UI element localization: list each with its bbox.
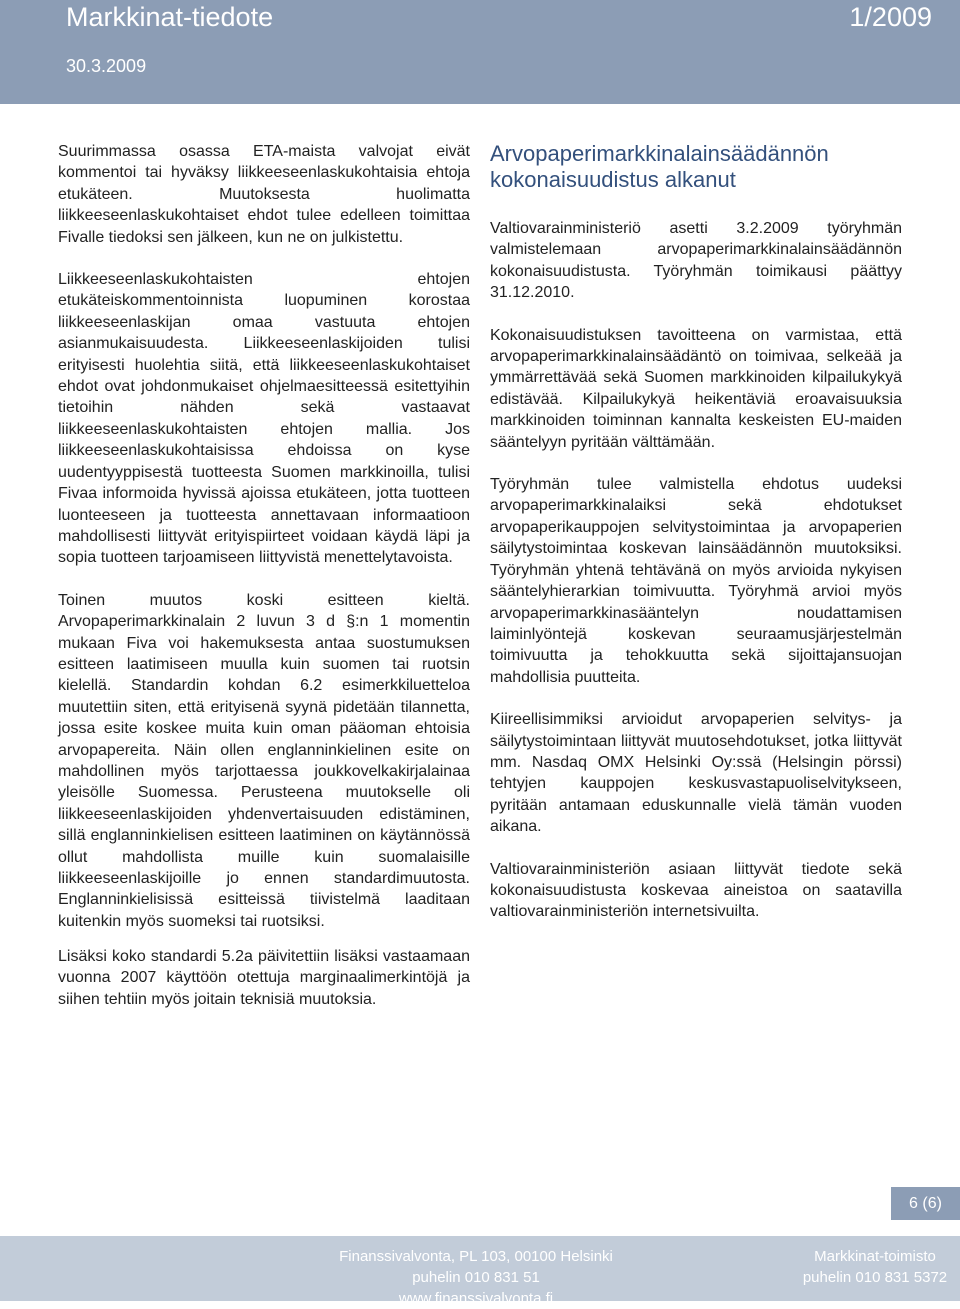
closing-note [58, 946, 470, 1010]
footer-contact [776, 1246, 960, 1288]
page-number: 6 (6) [891, 1187, 960, 1220]
footer-website[interactable]: www.finanssivalvonta.fi [398, 1290, 554, 1307]
publication-date: 30.3.2009 [66, 56, 147, 76]
issue-number: 1/2009 [849, 2, 932, 32]
contact-phone: puhelin 010 831 5372 [802, 1269, 948, 1286]
body-paragraph: Suurimmassa osassa ETA-maista valvojat eivät kommentoi tai hyväksy liikkeeseenlaskukohtaisia ehtoja etukäteen. Muutoksesta huolimatta liikkeeseenlaskukohtaiset ehdot tulee edelleen toimittaa Fivalle tiedoksi sen jälkeen, kun ne on julkistettu. [58, 143, 470, 246]
contact-name: Markkinat-toimisto [814, 1248, 936, 1265]
body-paragraph: Työryhmän tulee valmistella ehdotus uudeksi arvopaperimarkkinalaiksi sekä ehdotukset arvopaperikauppojen selvitystoimintaa ja arvopaperien säilytystoimintaa koskevan lainsäädännön muutoksiksi. Työryhmän yhtenä tehtävänä on myös arvioida nykyisen sääntelyhierarkian toimivuutta. Työryhmä arvioi myös arvopaperimarkkinasääntelyn noudattamisen laiminlyöntejä koskevan seuraamusjärjestelmän toimivuutta ja tehokkuutta sekä sijoittajansuojan mahdollisia puutteita. [490, 476, 902, 686]
page-footer [0, 1236, 960, 1307]
page-header [0, 0, 960, 104]
body-paragraph: Liikkeeseenlaskukohtaisten ehtojen etukäteiskommentoinnista luopuminen korostaa liikkeeseenlaskijan omaa vastuuta ehtojen asianmukaisuudesta. Liikkeeseenlaskijoiden tulisi erityisesti huolehtia siitä, että liikkeeseenlaskukohtaiset ehdot ovat johdonmukaiset ohjelmaesitteessä esitettyihin tietoihin nähden sekä vastaavat liikkeeseenlaskukohtaisten ehtojen mallia. Jos liikkeeseenlaskukohtaisissa ehdoissa on kyse uudentyyppisestä tuotteesta Suomen markkinoilla, tulisi Fivaa informoida hyvissä ajoissa etukäteen, jotta tuotteen luonteeseen ja tuotteesta annettavaan informaatioon mahdollisesti liittyvät erityispiirteet voidaan käydä läpi ja sopia tuotteen tarjoamiseen liittyvistä menettelytavoista. [58, 271, 470, 567]
footer-phone: puhelin 010 831 51 [412, 1269, 540, 1286]
newsletter-title: Markkinat-tiedote [66, 2, 274, 32]
article-heading: Arvopaperimarkkinalainsäädännön kokonaisuudistus alkanut [490, 141, 829, 192]
footer-address: Finanssivalvonta, PL 103, 00100 Helsinki [339, 1248, 613, 1265]
body-paragraph: Valtiovarainministeriön asiaan liittyvät tiedote sekä kokonaisuudistusta koskevaa aineistoa on saatavilla valtiovarainministeriön internetsivuilta. [490, 860, 902, 921]
right-column [490, 141, 902, 923]
left-column [58, 141, 470, 932]
body-paragraph: Kokonaisuudistuksen tavoitteena on varmistaa, että arvopaperimarkkinalainsäädäntö on toimivaa, selkeää ja ymmärrettävää sekä Suomen markkinoiden kilpailukykyä edistävää. Kilpailukykyä heikentäviä eroavaisuuksia markkinoiden toiminnan kannalta keskeisten EU-maiden sääntelyyn pyritään välttämään. [490, 326, 902, 451]
body-paragraph: Kiireellisimmiksi arvioidut arvopaperien selvitys- ja säilytystoimintaan liittyvät muutosehdotukset, jotka liittyvät mm. Nasdaq OMX Helsinki Oy:ssä (Helsingin pörssi) tehtyjen kauppojen keskusvastapuoliselvitykseen, pyritään antamaan eduskunnalle vielä tämän vuoden aikana. [490, 711, 902, 836]
body-paragraph: Toinen muutos koski esitteen kieltä. Arvopaperimarkkinalain 2 luvun 3 d §:n 1 momentin mukaan Fiva voi hakemuksesta antaa suostumuksen esitteen laatimiseen muulla kuin suomen tai ruotsin kielellä. Standardin kohdan 6.2 esimerkkiluetteloa muutettiin siten, että erityisenä syynä pidetään tilannetta, jossa esite koskee muita kuin oman pääoman ehtoisia arvopapereita. Näin ollen englanninkielinen esite on mahdollinen myös tarjottaessa joukkovelkakirjalainaa yleisölle Suomessa. Perusteena muutokselle oli liikkeeseenlaskijoiden yhdenvertaisuuden edistäminen, sillä englanninkielisen esitteen laatiminen on käytännössä ollut mahdollista muille kuin suomalaisille liikkeeseenlaskijoille jo ennen standardimuutosta. Englanninkielisissä esitteissä tiivistelmä laaditaan kuitenkin myös suomeksi tai ruotsiksi. [58, 591, 470, 930]
body-paragraph: Valtiovarainministeriö asetti 3.2.2009 työryhmän valmistelemaan arvopaperimarkkinalainsäädännön kokonaisuudistusta. Työryhmän toimikausi päättyy 31.12.2010. [490, 220, 902, 302]
body-paragraph: Lisäksi koko standardi 5.2a päivitettiin lisäksi vastaamaan vuonna 2007 käyttöön otettuja marginaalimerkintöjä ja siihen tehtiin myös joitain teknisiä muutoksia. [58, 948, 470, 1008]
footer-organization [300, 1246, 652, 1309]
